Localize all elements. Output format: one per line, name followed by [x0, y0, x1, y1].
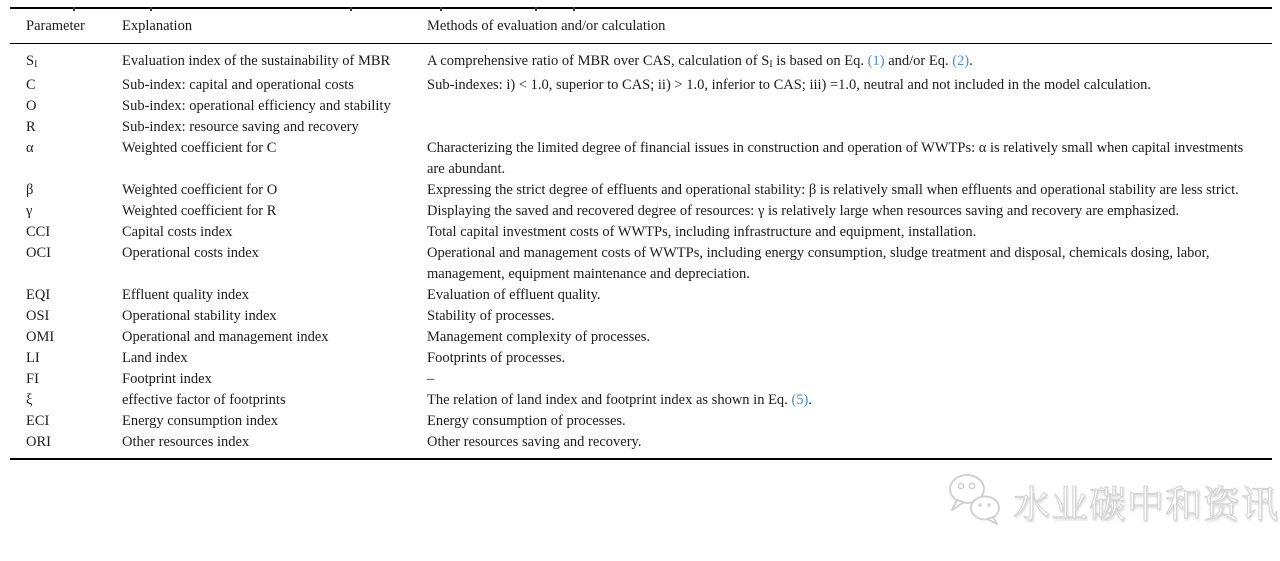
table-row	[10, 243, 1272, 285]
param-cell: FI	[26, 371, 39, 388]
eq-link[interactable]: (2)	[952, 53, 970, 69]
column-header-explanation: Explanation	[122, 8, 427, 44]
table-row	[10, 306, 1272, 327]
methods-cell: Characterizing the limited degree of financial issues in construction and operation of WWTPs: α is relatively small when capital investments are abundant.	[427, 140, 1244, 178]
param-cell: α	[26, 140, 34, 157]
paper-page	[0, 7, 1280, 561]
table-header	[10, 8, 1272, 44]
param-cell: O	[26, 98, 37, 115]
param-cell: ORI	[26, 434, 51, 451]
table-row	[10, 180, 1272, 201]
table-row	[10, 222, 1272, 243]
methods-cell: Other resources saving and recovery.	[427, 434, 642, 451]
param-cell: CCI	[26, 224, 51, 241]
param-cell: β	[26, 182, 34, 199]
explanation-cell: Energy consumption index	[122, 413, 278, 430]
parameters-table	[10, 7, 1272, 460]
text-segment: .	[808, 392, 812, 409]
param-cell: EQI	[26, 287, 51, 304]
table-row	[10, 44, 1272, 76]
explanation-cell: Sub-index: capital and operational costs	[122, 77, 354, 94]
eq-link[interactable]: (5)	[791, 392, 809, 409]
explanation-cell: Weighted coefficient for O	[122, 182, 278, 199]
subscript-text: I	[34, 59, 38, 71]
explanation-cell: Capital costs index	[122, 224, 233, 241]
wechat-bubbles-icon	[946, 471, 1004, 532]
methods-cell: Evaluation of effluent quality.	[427, 287, 601, 304]
param-cell: ξ	[26, 392, 33, 409]
table-row	[10, 285, 1272, 306]
watermark-text: 水业碳中和资讯	[1013, 483, 1279, 526]
explanation-cell: Weighted coefficient for R	[122, 203, 277, 220]
explanation-cell: Evaluation index of the sustainability of MBR	[122, 53, 391, 69]
text-segment: The relation of land index and footprint index as shown in Eq.	[427, 392, 792, 409]
table-row	[10, 411, 1272, 432]
text-segment: A comprehensive ratio of MBR over CAS, calculation of S	[427, 53, 770, 69]
methods-cell	[427, 390, 1272, 411]
methods-cell: Operational and management costs of WWTPs, including energy consumption, sludge treatment and disposal, chemicals dosing, labor, management, equipment maintenance and depreciation.	[427, 245, 1210, 283]
param-cell: R	[26, 119, 36, 136]
explanation-cell: Sub-index: operational efficiency and stability	[122, 98, 391, 115]
explanation-cell: Operational and management index	[122, 329, 329, 346]
methods-cell: Displaying the saved and recovered degree of resources: γ is relatively large when resources saving and recovery are emphasized.	[427, 203, 1180, 220]
table-row	[10, 75, 1272, 96]
table-row	[10, 138, 1272, 180]
param-cell: OMI	[26, 329, 55, 346]
text-segment: and/or Eq.	[884, 53, 953, 69]
param-cell: ECI	[26, 413, 50, 430]
explanation-cell: Sub-index: resource saving and recovery	[122, 119, 359, 136]
param-cell	[10, 44, 122, 76]
explanation-cell: Footprint index	[122, 371, 212, 388]
table-row	[10, 327, 1272, 348]
explanation-cell: Land index	[122, 350, 188, 367]
explanation-cell: Operational costs index	[122, 245, 259, 262]
eq-link[interactable]: (1)	[867, 53, 885, 69]
subscript-text: I	[769, 59, 773, 71]
explanation-cell: Weighted coefficient for C	[122, 140, 277, 157]
table-row	[10, 201, 1272, 222]
methods-cell: Management complexity of processes.	[427, 329, 651, 346]
text-segment: is based on Eq.	[772, 53, 868, 69]
explanation-cell: Operational stability index	[122, 308, 277, 325]
methods-cell: Total capital investment costs of WWTPs, including infrastructure and equipment, installation.	[427, 224, 977, 241]
param-cell: C	[26, 77, 36, 94]
param-cell: γ	[26, 203, 33, 220]
table-row	[10, 369, 1272, 390]
table-row	[10, 390, 1272, 411]
methods-cell: –	[427, 371, 435, 388]
column-header-methods: Methods of evaluation and/or calculation	[427, 8, 1272, 44]
methods-cell	[427, 44, 1272, 76]
table-row	[10, 348, 1272, 369]
methods-cell: Stability of processes.	[427, 308, 555, 325]
table-row	[10, 432, 1272, 459]
param-cell: OSI	[26, 308, 50, 325]
param-cell: LI	[26, 350, 40, 367]
param-cell: OCI	[26, 245, 51, 262]
header-row	[10, 8, 1272, 44]
clipped-caption-descenders	[0, 7, 1280, 12]
methods-cell: Expressing the strict degree of effluents and operational stability: β is relatively small when effluents and operational stability are less strict.	[427, 182, 1239, 199]
explanation-cell: effective factor of footprints	[122, 392, 286, 409]
methods-cell: Footprints of processes.	[427, 350, 566, 367]
explanation-cell: Effluent quality index	[122, 287, 249, 304]
methods-cell: Energy consumption of processes.	[427, 413, 626, 430]
column-header-parameter: Parameter	[10, 8, 122, 44]
text-segment: S	[26, 53, 35, 69]
explanation-cell: Other resources index	[122, 434, 250, 451]
methods-cell: Sub-indexes: i) < 1.0, superior to CAS; ii) > 1.0, inferior to CAS; iii) =1.0, neutral and not included in the model calculation.	[427, 77, 1152, 94]
table-body	[10, 44, 1272, 460]
watermark	[946, 469, 1279, 533]
text-segment: .	[969, 53, 973, 69]
